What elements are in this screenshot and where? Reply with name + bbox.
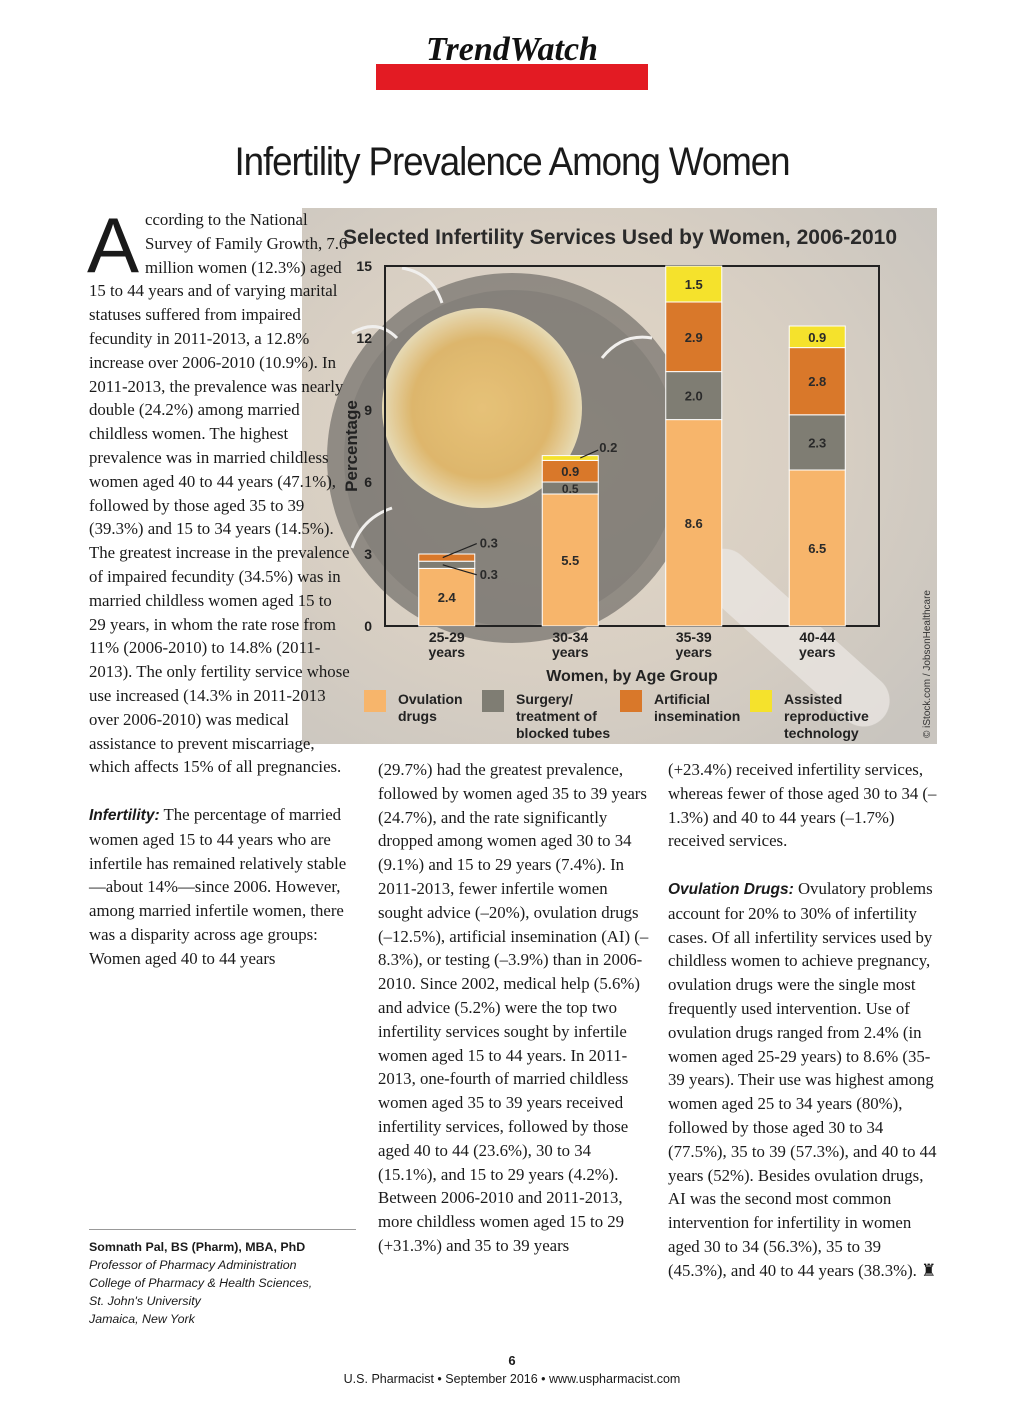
ovulation-heading: Ovulation Drugs: [668, 880, 794, 898]
legend-label: drugs [398, 708, 437, 724]
intro-paragraph [87, 201, 351, 779]
legend-swatch [620, 690, 642, 712]
ovulation-text: Ovulatory problems account for 20% to 30% of infertility cases. Of all infertility services used by childless women to achieve pregnancy, ovulation drugs were the single most frequently used intervention. Use of ovulation drugs ranged from 2.4% (in women aged 25-29 years) to 8.6% (35-39 years). Their use was highest among women aged 25 to 34 years (80%), followed by those aged 30 to 34 (77.5%), 35 to 39 (57.3%), and 40 to 44 years (52%). Besides ovulation drugs, AI was the second most common intervention for infertility in women aged 30 to 34 (56.3%), 35 to 39 (45.3%), and 40 to 44 years (38.3%). [668, 878, 937, 1280]
y-tick-label: 3 [364, 546, 372, 562]
legend-label: technology [784, 725, 859, 741]
infertility-text-col2: (29.7%) had the greatest prevalence, followed by women aged 35 to 39 years (24.7%), and the rate significantly dropped among women aged 30 to 34 (9.1%) and 15 to 29 years (7.4%). In 2011-2013, fewer infertile women sought advice (–20%), ovulation drugs (–12.5%), artificial insemination (AI) (–8.3%), or testing (–3.9%) than in 2006-2010. Since 2002, medical help (5.6%) and advice (5.2%) were the top two infertility services sought by infertile women aged 15 to 44 years. In 2011-2013, one-fourth of married childless women aged 35 to 39 years received infertility services, followed by those aged 40 to 44 (23.6%), 30 to 34 (15.1%), and 15 to 29 years (4.2%). Between 2006-2010 and 2011-2013, more childless women aged 15 to 29 (+31.3%) and 35 to 39 years [378, 760, 649, 1255]
publication-line: U.S. Pharmacist • September 2016 • www.uspharmacist.com [343, 1372, 681, 1386]
y-tick-label: 12 [356, 330, 372, 346]
legend-swatch [482, 690, 504, 712]
legend-swatch [750, 690, 772, 712]
infertility-paragraph-start [89, 803, 351, 971]
legend-label: Assisted [784, 691, 843, 707]
data-label: 0.3 [479, 535, 498, 551]
legend-label: reproductive [784, 708, 869, 724]
data-label: 5.5 [561, 553, 580, 568]
page-footer [0, 1352, 1024, 1388]
bar-segment [419, 561, 475, 568]
article-column-3 [668, 758, 940, 1283]
infertility-heading: Infertility: [89, 806, 160, 824]
author-title: Professor of Pharmacy Administration [89, 1258, 297, 1272]
author-name: Somnath Pal, BS (Pharm), MBA, PhD [89, 1240, 306, 1254]
data-label: 2.0 [684, 388, 703, 404]
x-tick-label: 35-39 [675, 629, 712, 645]
y-tick-label: 9 [364, 402, 372, 418]
x-tick-label: 40-44 [799, 629, 836, 645]
infertility-services-chart [302, 208, 937, 744]
infertility-text-col3: (+23.4%) received infertility services, whereas fewer of those aged 30 to 34 (–1.3%) and 40 to 44 years (–1.7%) received services. [668, 760, 937, 851]
drop-cap: A [87, 201, 140, 289]
legend-label: Ovulation [398, 691, 463, 707]
legend-swatch [364, 690, 386, 712]
bar-segment [419, 554, 475, 561]
data-label: 8.6 [684, 515, 703, 531]
chart-title: Selected Infertility Services Used by Women, 2006-2010 [342, 226, 898, 249]
ovulation-paragraph [668, 877, 940, 1283]
data-label: 0.9 [561, 464, 580, 480]
legend-label: insemination [654, 708, 741, 724]
author-divider [89, 1229, 356, 1230]
data-label: 1.5 [684, 277, 703, 292]
y-axis-label: Percentage [342, 400, 361, 492]
infertility-text-col1: The percentage of married women aged 15 to 44 years who are infertile has remained relatively stable—about 14%—since 2006. However, among married infertile women, there was a disparity across age groups: Women aged 40 to 44 years [89, 804, 347, 968]
data-label: 0.5 [561, 482, 579, 496]
x-tick-label: years [551, 644, 589, 660]
legend-label: Artificial [654, 691, 711, 707]
data-label: 2.9 [684, 329, 703, 345]
article-title: Infertility Prevalence Among Women [234, 140, 790, 184]
legend-label: blocked tubes [516, 725, 611, 741]
x-tick-label: years [798, 644, 836, 660]
data-label: 0.3 [479, 566, 498, 582]
author-university: St. John's University [89, 1294, 201, 1308]
article-column-1 [87, 201, 351, 971]
x-tick-label: 30-34 [552, 629, 589, 645]
x-axis-label: Women, by Age Group [546, 668, 718, 685]
y-tick-label: 6 [364, 474, 372, 490]
author-location: Jamaica, New York [89, 1312, 195, 1326]
x-tick-label: years [675, 644, 713, 660]
bar-segment [542, 456, 598, 461]
legend-label: Surgery/ [516, 691, 573, 707]
legend-label: treatment of [516, 708, 597, 724]
data-label: 2.3 [808, 435, 827, 451]
x-tick-label: years [428, 644, 466, 660]
data-label: 0.2 [599, 440, 618, 455]
section-header [376, 30, 648, 70]
data-label: 2.8 [808, 374, 827, 390]
data-label: 0.9 [808, 329, 827, 345]
article-column-2 [378, 758, 650, 1258]
author-college: College of Pharmacy & Health Sciences, [89, 1276, 313, 1290]
intro-text: ccording to the National Survey of Family Growth, 7.6 million women (12.3%) aged 15 to 44 years and of varying marital statuses suffered from impaired fecundity in 2011-2013, a 12.8% increase over 2006-2010 (10.9%). In 2011-2013, the prevalence was nearly double (24.2%) among married childless women. The highest prevalence was in married childless women aged 40 to 44 years (47.1%), followed by those aged 35 to 39 (39.3%) and 15 to 34 years (14.5%). The greatest increase in the prevalence of impaired fecundity (34.5%) was in married childless women aged 15 to 29 years, in whom the rate rose from 11% (2006-2010) to 14.8% (2011-2013). The only fertility service whose use increased (14.3% in 2011-2013 over 2006-2010) was medical assistance to prevent miscarriage, which affects 15% of all pregnancies. [89, 210, 350, 777]
page-number: 6 [508, 1353, 516, 1368]
photo-credit: © iStock.com / JobsonHealthcare [922, 590, 933, 738]
data-label: 6.5 [808, 541, 827, 556]
section-label: TrendWatch [426, 31, 598, 68]
y-tick-label: 15 [356, 258, 372, 274]
end-mark-icon: ♜ [921, 1260, 937, 1280]
x-tick-label: 25-29 [428, 629, 465, 645]
chart-svg [302, 208, 937, 744]
author-block [89, 1238, 389, 1328]
data-label: 2.4 [437, 590, 456, 606]
y-tick-label: 0 [364, 618, 372, 634]
